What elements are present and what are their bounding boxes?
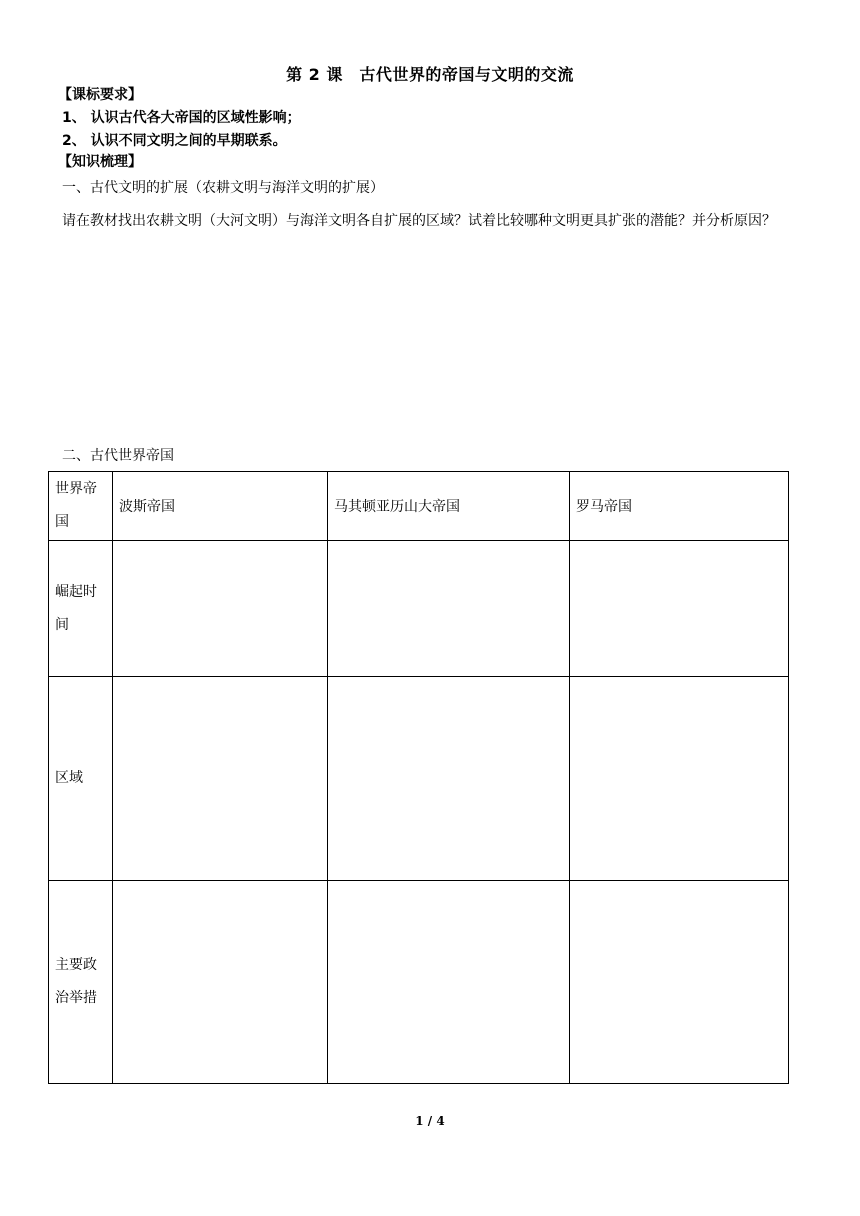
- table-header-cell: 世界帝国: [49, 472, 113, 541]
- row-label-political-measures: 主要政治举措: [49, 881, 113, 1084]
- row-label-region: 区域: [49, 677, 113, 881]
- lesson-title: 第 2 课 古代世界的帝国与文明的交流: [286, 65, 574, 84]
- row-label-rise-time: 崛起时间: [49, 541, 113, 677]
- table-cell[interactable]: [570, 677, 789, 881]
- table-cell[interactable]: [328, 881, 570, 1084]
- section1-heading: 一、古代文明的扩展（农耕文明与海洋文明的扩展）: [62, 180, 384, 196]
- knowledge-heading: 【知识梳理】: [58, 154, 142, 170]
- table-cell[interactable]: [328, 677, 570, 881]
- table-row: [49, 541, 789, 677]
- table-row: [49, 677, 789, 881]
- table-cell[interactable]: [113, 881, 328, 1084]
- table-cell[interactable]: [113, 677, 328, 881]
- table-header-cell: 罗马帝国: [570, 472, 789, 541]
- empires-table: [48, 471, 789, 1084]
- table-header-cell: 波斯帝国: [113, 472, 328, 541]
- table-row: [49, 881, 789, 1084]
- page-number: 1 / 4: [415, 1114, 445, 1128]
- table-cell[interactable]: [113, 541, 328, 677]
- table-cell[interactable]: [328, 541, 570, 677]
- table-header-cell: 马其顿亚历山大帝国: [328, 472, 570, 541]
- standards-heading: 【课标要求】: [58, 87, 142, 103]
- standard-item-1: 1、 认识古代各大帝国的区域性影响；: [62, 110, 301, 126]
- table-cell[interactable]: [570, 881, 789, 1084]
- table-cell[interactable]: [570, 541, 789, 677]
- table-header-row: [49, 472, 789, 541]
- section2-heading: 二、古代世界帝国: [62, 448, 174, 464]
- standard-item-2: 2、 认识不同文明之间的早期联系。: [62, 133, 287, 149]
- section1-question: 请在教材找出农耕文明（大河文明）与海洋文明各自扩展的区域？试着比较哪种文明更具扩张的潜能？并分析原因？: [62, 213, 776, 229]
